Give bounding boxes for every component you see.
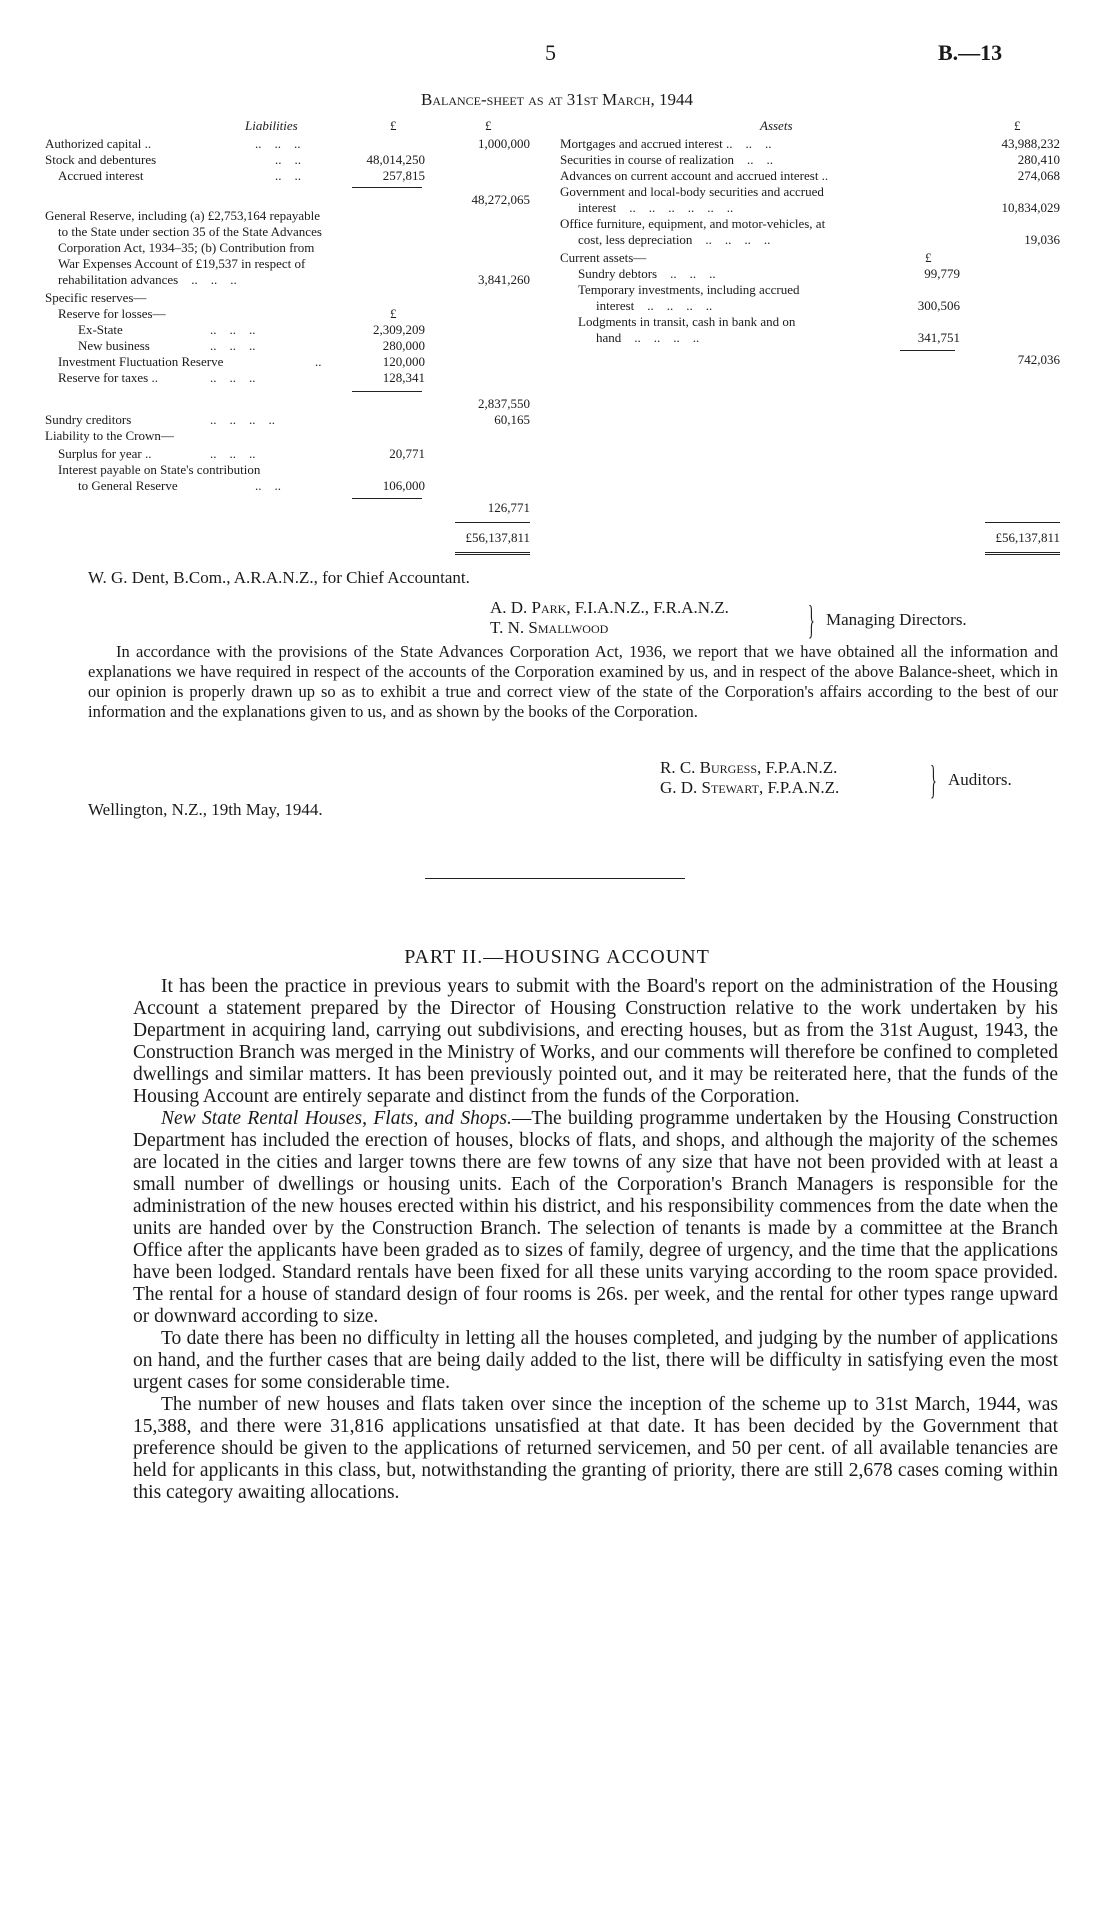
total-double-rule xyxy=(985,552,1060,555)
reserve-taxes-label: Reserve for taxes .. xyxy=(58,370,158,385)
office-value: 19,036 xyxy=(1024,232,1060,247)
new-business-label: New business xyxy=(78,338,150,353)
current-pound-header: £ xyxy=(925,250,932,265)
balance-sheet-title: Balance-sheet as at 31st March, 1944 xyxy=(421,90,693,109)
reserve-for-losses-label: Reserve for losses— xyxy=(58,306,166,321)
government-label: interest .. .. .. .. .. .. xyxy=(578,200,734,215)
reserve-pound-header: £ xyxy=(390,306,397,321)
accrued-value: 257,815 xyxy=(382,168,425,183)
reserve-taxes-value: 128,341 xyxy=(382,370,425,385)
page-number: 5 xyxy=(545,40,556,65)
authorized-capital-dots: .. .. .. xyxy=(255,136,301,151)
general-reserve-line: Corporation Act, 1934–35; (b) Contribution from xyxy=(58,240,315,255)
paragraph-lead: New State Rental Houses, Flats, and Shops. xyxy=(161,1108,512,1129)
surplus-dots: .. .. .. xyxy=(210,446,256,461)
reserve-taxes-dots: .. .. .. xyxy=(210,370,256,385)
subtotal-2: 2,837,550 xyxy=(478,396,530,411)
subtotal-3: 126,771 xyxy=(487,500,530,515)
divider xyxy=(455,522,530,523)
new-business-dots: .. .. .. xyxy=(210,338,256,353)
liabilities-pound-col2: £ xyxy=(485,118,492,133)
surplus-value: 20,771 xyxy=(389,446,425,461)
general-reserve-line: to the State under section 35 of the State Advances xyxy=(58,224,322,239)
paragraph: To date there has been no difficulty in letting all the houses completed, and judging by the number of applications on hand, and the further cases that are being daily added to the list, there will be difficulty in satisfying even the most urgent cases for some considerable time. xyxy=(133,1328,1058,1393)
divider xyxy=(900,350,955,351)
lodgments-value: 341,751 xyxy=(917,330,960,345)
lodgments-label: Lodgments in transit, cash in bank and on xyxy=(578,314,796,329)
subtotal-1: 48,272,065 xyxy=(471,192,530,207)
current-assets-total: 742,036 xyxy=(1017,352,1060,367)
authorized-capital-value: 1,000,000 xyxy=(478,136,530,151)
liabilities-total: £56,137,811 xyxy=(465,530,530,545)
sundry-creditors-value: 60,165 xyxy=(494,412,530,427)
current-assets-label: Current assets— xyxy=(560,250,647,265)
securities-value: 280,410 xyxy=(1017,152,1060,167)
housing-account-body xyxy=(133,976,1058,1504)
general-reserve-line: War Expenses Account of £19,537 in respect of xyxy=(58,256,306,271)
brace-glyph: } xyxy=(930,757,937,802)
government-value: 10,834,029 xyxy=(1001,200,1060,215)
accrued-dots: .. .. xyxy=(275,168,301,183)
auditor-name: G. D. Stewart, F.P.A.N.Z. xyxy=(660,778,840,797)
stock-value: 48,014,250 xyxy=(366,152,425,167)
office-label: Office furniture, equipment, and motor-vehicles, at xyxy=(560,216,826,231)
office-label: cost, less depreciation .. .. .. .. xyxy=(578,232,771,247)
audit-statement: In accordance with the provisions of the State Advances Corporation Act, 1936, we report that we have obtained all the information and explanations we have required in respect of the accounts of the Corporation examined by us, and in respect of the above Balance-sheet, which in our opinion is properly drawn up so as to exhibit a true and correct view of the state of the Corporation's affairs according to the best of our information and the explanations given to us, and as shown by the books of the Corporation. xyxy=(88,642,1058,721)
advances-current-label: Advances on current account and accrued interest .. xyxy=(560,168,829,183)
interest-payable-label: Interest payable on State's contribution xyxy=(58,462,261,477)
general-reserve-value: 3,841,260 xyxy=(478,272,530,287)
temporary-label: interest .. .. .. .. xyxy=(596,298,713,313)
liabilities-heading: Liabilities xyxy=(245,118,298,133)
divider xyxy=(352,187,422,188)
investment-fluctuation-label: Investment Fluctuation Reserve xyxy=(58,354,224,369)
auditors-role: Auditors. xyxy=(948,770,1012,789)
investment-fluctuation-dots: .. xyxy=(315,354,322,369)
section-divider xyxy=(425,878,685,879)
total-double-rule xyxy=(455,552,530,555)
specific-reserves-label: Specific reserves— xyxy=(45,290,147,305)
authorized-capital-label: Authorized capital .. xyxy=(45,136,152,151)
new-business-value: 280,000 xyxy=(382,338,425,353)
mortgages-value: 43,988,232 xyxy=(1001,136,1060,151)
liabilities-pound-col1: £ xyxy=(390,118,397,133)
ex-state-label: Ex-State xyxy=(78,322,123,337)
sundry-debtors-label: Sundry debtors .. .. .. xyxy=(578,266,716,281)
accountant-signature: W. G. Dent, B.Com., A.R.A.N.Z., for Chief Accountant. xyxy=(88,568,470,587)
interest-payable-dots: .. .. xyxy=(255,478,281,493)
temporary-value: 300,506 xyxy=(917,298,960,313)
surplus-label: Surplus for year .. xyxy=(58,446,152,461)
securities-label: Securities in course of realization .. .. xyxy=(560,152,773,167)
general-reserve-line: General Reserve, including (a) £2,753,164 repayable xyxy=(45,208,321,223)
sundry-debtors-value: 99,779 xyxy=(924,266,960,281)
temporary-label: Temporary investments, including accrued xyxy=(578,282,800,297)
part-heading: PART II.—HOUSING ACCOUNT xyxy=(404,946,710,968)
mortgages-label: Mortgages and accrued interest .. .. .. xyxy=(560,136,772,151)
directors-role: Managing Directors. xyxy=(826,610,967,629)
paragraph-text: —The building programme undertaken by the Housing Construction Department has included the erection of houses, blocks of flats, and shops, and although the majority of the schemes are located in the cities and larger towns there are few towns of any size that have not been provided with at least a small number of dwellings or housing units. Each of the Corporation's Branch Managers is responsible for the administration of the new houses erected within his district, and his responsibility commences from the date when the units are handed over by the Construction Branch. The selection of tenants is made by a committee at the Branch Office after the applicants have been graded as to sizes of family, degree of urgency, and the time that the applications have been lodged. Standard rentals have been fixed for all these units varying according to the room space provided. The rental for a house of standard design of four rooms is 26s. per week, and the rental for other types range upward or downward according to size. xyxy=(133,1108,1058,1327)
stock-dots: .. .. xyxy=(275,152,301,167)
director-name: T. N. Smallwood xyxy=(490,618,609,637)
paragraph: The number of new houses and flats taken over since the inception of the scheme up to 31st March, 1944, was 15,388, and there were 31,816 applications unsatisfied at that date. It has been decided by the Government that preference should be given to the applications of returned servicemen, and 50 per cent. of all available tenancies are held for applicants in this class, but, notwithstanding the granting of priority, there are still 2,678 cases coming within this category awaiting allocations. xyxy=(133,1394,1058,1503)
sundry-creditors-dots: .. .. .. .. xyxy=(210,412,275,427)
brace-glyph: } xyxy=(808,597,815,642)
stock-label: Stock and debentures xyxy=(45,152,157,167)
paragraph xyxy=(133,1108,1058,1328)
interest-payable-label: to General Reserve xyxy=(78,478,178,493)
assets-heading: Assets xyxy=(760,118,793,133)
lodgments-label: hand .. .. .. .. xyxy=(596,330,700,345)
interest-payable-value: 106,000 xyxy=(382,478,425,493)
divider xyxy=(352,498,422,499)
assets-pound-col: £ xyxy=(1014,118,1021,133)
ex-state-value: 2,309,209 xyxy=(373,322,425,337)
director-name: A. D. Park, F.I.A.N.Z., F.R.A.N.Z. xyxy=(490,598,729,617)
advances-current-value: 274,068 xyxy=(1017,168,1060,183)
government-label: Government and local-body securities and accrued xyxy=(560,184,824,199)
place-date: Wellington, N.Z., 19th May, 1944. xyxy=(88,800,323,819)
assets-total: £56,137,811 xyxy=(995,530,1060,545)
document-reference: B.—13 xyxy=(938,40,1003,65)
sundry-creditors-label: Sundry creditors xyxy=(45,412,132,427)
divider xyxy=(985,522,1060,523)
ex-state-dots: .. .. .. xyxy=(210,322,256,337)
liability-crown-label: Liability to the Crown— xyxy=(45,428,174,443)
investment-fluctuation-value: 120,000 xyxy=(382,354,425,369)
paragraph: It has been the practice in previous years to submit with the Board's report on the administration of the Housing Account a statement prepared by the Director of Housing Construction relative to the work undertaken by his Department in acquiring land, carrying out subdivisions, and erecting houses, but as from the 31st August, 1943, the Construction Branch was merged in the Ministry of Works, and our comments will therefore be confined to completed dwellings and similar matters. It has been previously pointed out, and it may be reiterated here, that the funds of the Housing Account are entirely separate and distinct from the funds of the Corporation. xyxy=(133,976,1058,1107)
auditor-name: R. C. Burgess, F.P.A.N.Z. xyxy=(660,758,838,777)
general-reserve-line: rehabilitation advances .. .. .. xyxy=(58,272,237,287)
accrued-label: Accrued interest xyxy=(58,168,144,183)
divider xyxy=(352,391,422,392)
